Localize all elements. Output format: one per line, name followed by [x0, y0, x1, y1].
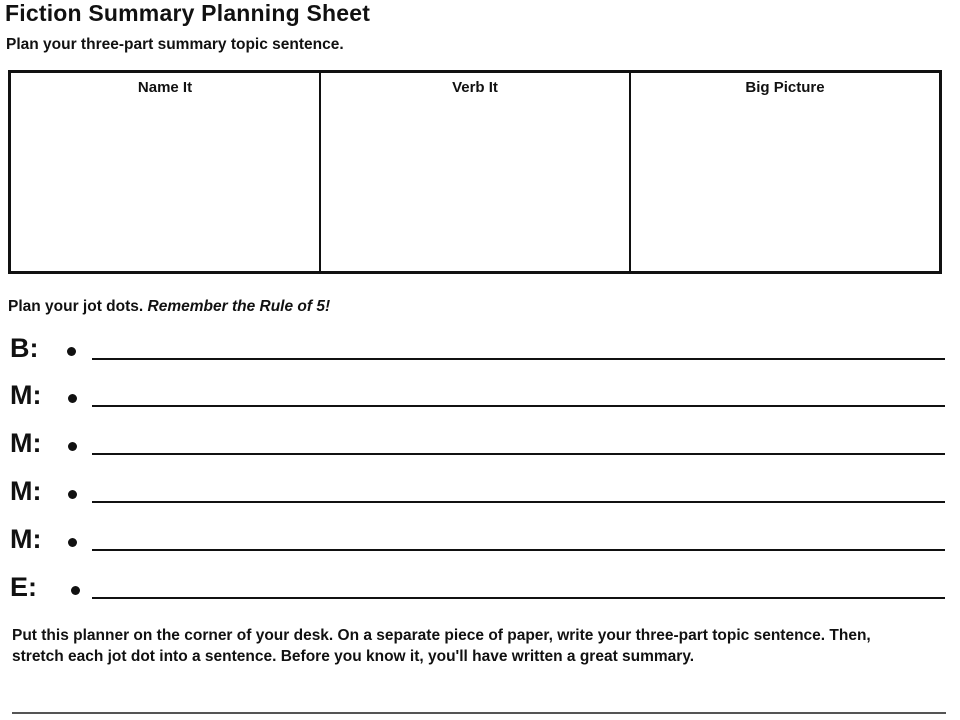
bullet-icon — [68, 538, 77, 547]
jot-row-middle-3 — [10, 465, 945, 505]
bullet-icon — [68, 442, 77, 451]
jot-writing-line[interactable] — [92, 597, 945, 599]
jot-label: B: — [10, 333, 39, 363]
jot-label: E: — [10, 572, 37, 602]
page-divider — [12, 712, 946, 714]
topic-sentence-table — [8, 70, 942, 274]
verb-it-column[interactable] — [321, 73, 631, 271]
jot-dots-intro: Plan your jot dots. — [8, 298, 144, 315]
jot-row-end — [10, 561, 945, 601]
jot-writing-line[interactable] — [92, 358, 945, 360]
jot-writing-line[interactable] — [92, 501, 945, 503]
page-title: Fiction Summary Planning Sheet — [5, 0, 371, 26]
jot-writing-line[interactable] — [92, 405, 945, 407]
bullet-icon — [68, 394, 77, 403]
rule-of-five-note: Remember the Rule of 5! — [147, 298, 331, 315]
jot-row-middle-2 — [10, 417, 945, 457]
name-it-header: Name It — [137, 79, 193, 96]
jot-dots-prompt — [8, 298, 330, 316]
verb-it-header: Verb It — [452, 79, 498, 96]
bullet-icon — [68, 490, 77, 499]
jot-row-beginning — [10, 322, 945, 362]
jot-row-middle-4 — [10, 513, 945, 553]
topic-sentence-prompt: Plan your three-part summary topic sentence. — [6, 36, 344, 53]
jot-writing-line[interactable] — [92, 549, 945, 551]
jot-label: M: — [10, 476, 42, 506]
jot-writing-line[interactable] — [92, 453, 945, 455]
planner-instructions: Put this planner on the corner of your desk. On a separate piece of paper, write your three-part topic sentence. Then, stretch each jot dot into a sentence. Before you know it, you'll have written a great summary. — [12, 627, 871, 665]
jot-label: M: — [10, 380, 42, 410]
jot-label: M: — [10, 524, 42, 554]
big-picture-column[interactable] — [631, 73, 939, 271]
name-it-column[interactable] — [11, 73, 321, 271]
jot-label: M: — [10, 428, 42, 458]
bullet-icon — [71, 586, 80, 595]
jot-row-middle-1 — [10, 369, 945, 409]
big-picture-header: Big Picture — [745, 79, 825, 96]
bullet-icon — [67, 347, 76, 356]
